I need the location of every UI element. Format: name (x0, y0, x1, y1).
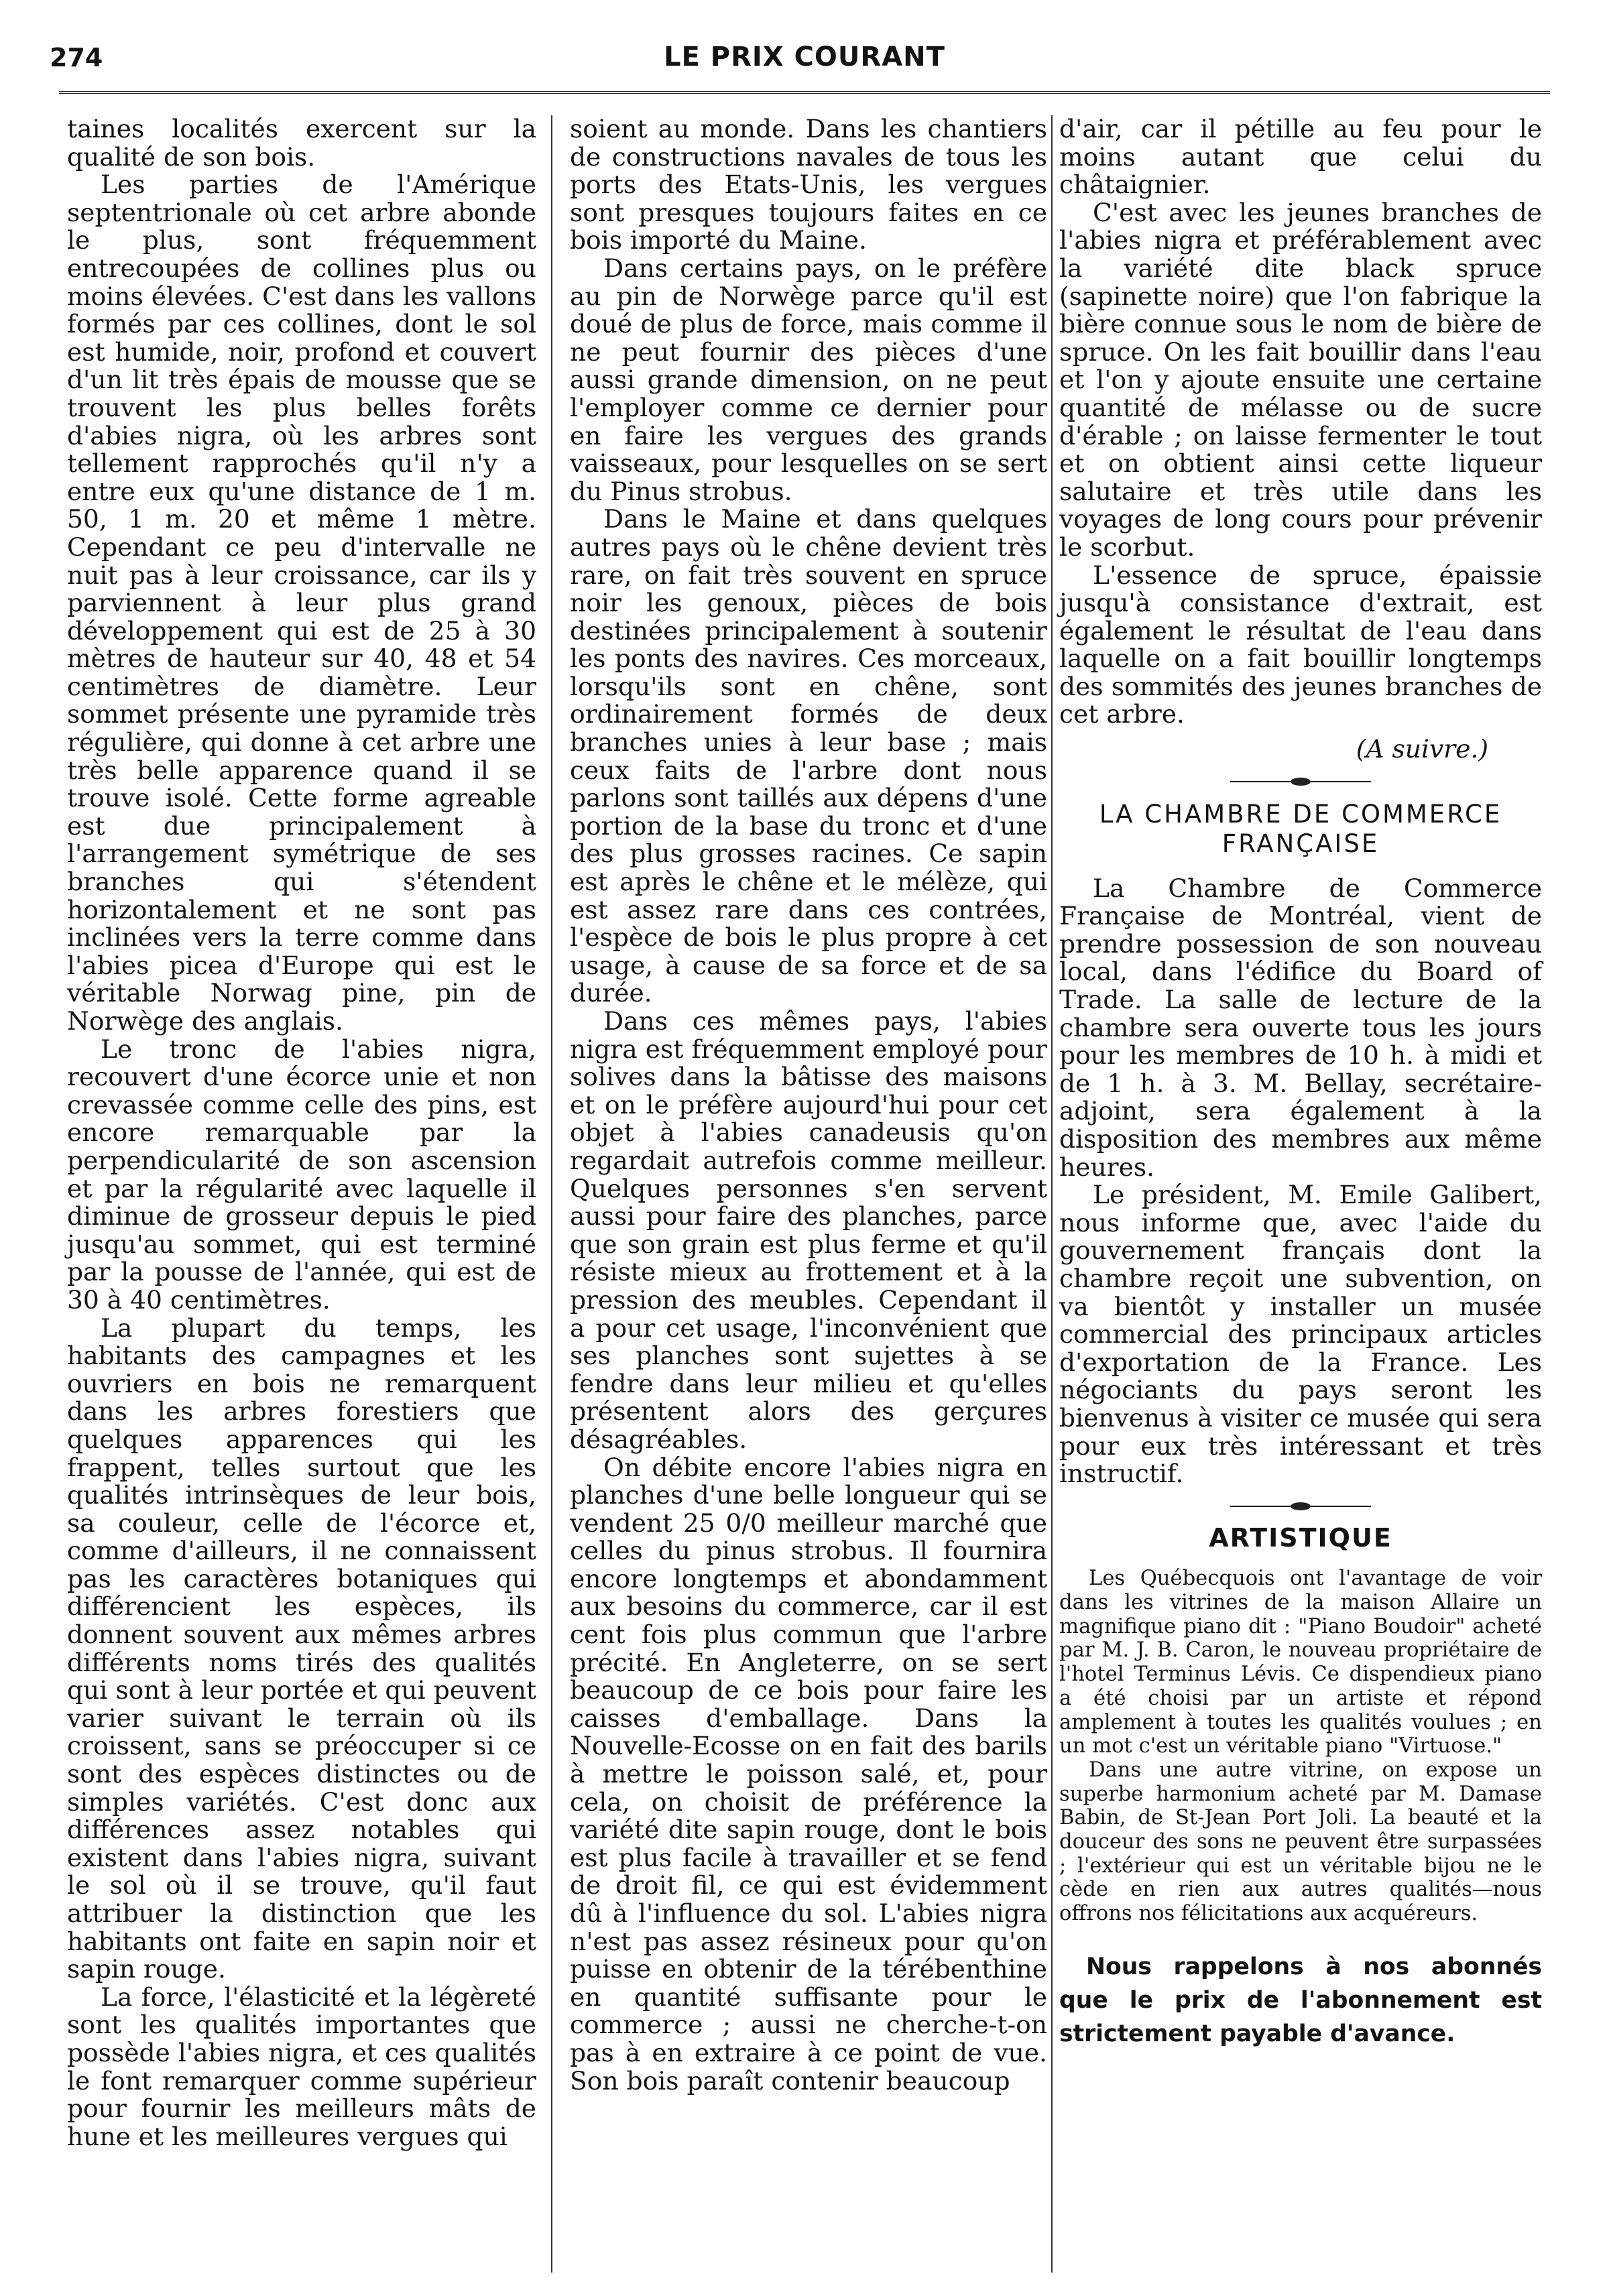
column-2 (570, 115, 1047, 2260)
column-3 (1059, 115, 1542, 2260)
column-divider (1051, 115, 1053, 2273)
paragraph: Les Québecquois ont l'avantage de voir dans les vitrines de la maison Allaire un magnifique piano dit : "Piano Boudoir" acheté par M. J. B. Caron, le nouveau propriétaire de l'hotel Terminus Lévis. Ce dispendieux piano a été choisi par un artiste et répond amplement à toutes les qualités voulues ; en un mot c'est un véritable piano "Virtuose." (1059, 1567, 1542, 1758)
column-1 (67, 115, 536, 2260)
paragraph: soient au monde. Dans les chantiers de constructions navales de tous les ports des Etats-Unis, les vergues sont presques toujours faites en ce bois importé du Maine. (570, 114, 1047, 255)
heading-line: LA CHAMBRE DE COMMERCE (1099, 799, 1502, 829)
column-divider (551, 115, 552, 2273)
artistique-body (1059, 1567, 1542, 1926)
paragraph: Dans certains pays, on le préfère au pin de Norwège parce qu'il est doué de plus de force, mais comme il ne peut fournir des pièces d'une aussi grande dimension, on ne peut l'employer comme ce dernier pour en faire les vergues des grands vaisseaux, pour lesquelles on se sert du Pinus strobus. (570, 253, 1047, 506)
paragraph: La force, l'élasticité et la légèreté sont les qualités importantes que possède l'abies nigra, et ces qualités le font remarquer comme supérieur pour fournir les meilleurs mâts de hune et les meilleures vergues qui (67, 1982, 536, 2151)
subscription-notice (1059, 1950, 1542, 2051)
paragraph: Les parties de l'Amérique septentrionale où cet arbre abonde le plus, sont fréquemment entrecoupées de collines plus ou moins élevées. C'est dans les vallons formés par ces collines, dont le sol est humide, noir, profond et couvert d'un lit très épais de mousse que se trouvent les plus belles forêts d'abies nigra, où les arbres sont tellement rapprochés qu'il n'y a entre eux qu'une distance de 1 m. 50, 1 m. 20 et même 1 mètre. Cependant ce peu d'intervalle ne nuit pas à leur croissance, car ils y parviennent à leur plus grand développement qui est de 25 à 30 mètres de hauteur sur 40, 48 et 54 centimètres de diamètre. Leur sommet présente une pyramide très régulière, qui donne à cet arbre une très belle apparence quand il se trouve isolé. Cette forme agreable est due principalement à l'arrangement symétrique de ses branches qui s'étendent horizontalement et ne sont pas inclinées vers la terre comme dans l'abies picea d'Europe qui est le véritable Norwag pine, pin de Norwège des anglais. (67, 170, 536, 1036)
paragraph: La Chambre de Commerce Française de Montréal, vient de prendre possession de son nouveau local, dans l'édifice du Board of Trade. La salle de lecture de la chambre sera ouverte tous les jours pour les membres de 10 h. à midi et de 1 h. à 3. M. Bellay, secrétaire-adjoint, sera également à la disposition des membres aux même heures. (1059, 873, 1542, 1182)
paragraph: Dans une autre vitrine, on expose un superbe harmonium acheté par M. Damase Babin, de St-Jean Port Joli. La beauté et la douceur des sons ne peuvent être surpassées ; l'extérieur qui est un véritable bijou ne le cède en rien aux autres qualités—nous offrons nos félicitations aux acquéreurs. (1059, 1758, 1542, 1926)
paragraph: d'air, car il pétille au feu pour le moins autant que celui du châtaignier. (1059, 114, 1542, 200)
page-header (40, 42, 1569, 90)
paragraph: C'est avec les jeunes branches de l'abies nigra et préférablement avec la variété dite black spruce (sapinette noire) que l'on fabrique la bière connue sous le nom de bière de spruce. On les fait bouillir dans l'eau et l'on y ajoute ensuite une certaine quantité de mélasse ou de sucre d'érable ; on laisse fermenter le tout et on obtient ainsi cette liqueur salutaire et très utile dans les voyages de long cours pour prévenir le scorbut. (1059, 197, 1542, 562)
paragraph: On débite encore l'abies nigra en planches d'une belle longueur qui se vendent 25 0/0 meilleur marché que celles du pinus strobus. Il fournira encore longtemps et abondamment aux besoins du commerce, car il est cent fois plus commun que l'arbre précité. En Angleterre, on se sert beaucoup de ce bois pour faire les caisses d'emballage. Dans la Nouvelle-Ecosse on en fait des barils à mettre le poisson salé, et, pour cela, on choisit de préférence la variété dite sapin rouge, dont le bois est plus facile à travailler et se fend de droit fil, ce qui est évidemment dû à l'influence du sol. L'abies nigra n'est pas assez résineux pour qu'on puisse en obtenir de la térébenthine en quantité suffisante pour le commerce ; aussi ne cherche-t-on pas à en extraire à ce point de vue. Son bois paraît contenir beaucoup (570, 1452, 1047, 2096)
to-be-continued: (A suivre.) (1356, 734, 1488, 764)
section-separator (1230, 1506, 1371, 1507)
article-heading-chambre (1059, 800, 1542, 859)
notice-text: Nous rappelons à nos abonnés que le prix de l'abonnement est strictement payable d'avance. (1059, 1953, 1542, 2047)
heading-line: FRANÇAISE (1221, 829, 1380, 858)
paragraph: Le tronc de l'abies nigra, recouvert d'une écorce unie et non crevassée comme celle des pins, est encore remarquable par la perpendicularité de son ascension et par la régularité avec laquelle il diminue de grosseur depuis le pied jusqu'au sommet, qui est terminé par la pousse de l'année, qui est de 30 à 40 centimètres. (67, 1034, 536, 1315)
header-rule (59, 91, 1550, 98)
section-separator (1230, 781, 1371, 782)
page-number: 274 (50, 43, 103, 72)
paragraph: Dans ces mêmes pays, l'abies nigra est fréquemment employé pour solives dans la bâtisse des maisons et on le préfère aujourd'hui pour cet objet à l'abies canadeusis qu'on regardait autrefois comme meilleur. Quelques personnes s'en servent aussi pour faire des planches, parce que son grain est plus ferme et qu'il résiste mieux au frottement et à la pression des meubles. Cependant il a pour cet usage, l'inconvénient que ses planches sont sujettes à se fendre dans leur milieu et qu'elles présentent alors des gerçures désagréables. (570, 1006, 1047, 1454)
paragraph: La plupart du temps, les habitants des campagnes et les ouvriers en bois ne remarquent dans les arbres forestiers que quelques apparences qui les frappent, telles surtout que les qualités intrinsèques de leur bois, sa couleur, celle de l'écorce et, comme d'ailleurs, il ne connaissent pas les caractères botaniques qui différencient les espèces, ils donnent souvent aux mêmes arbres différents noms tirés des qualités qui sont à leur portée et qui peuvent varier suivant le terrain où ils croissent, sans se préoccuper si ce sont des espèces distinctes ou de simples variétés. C'est donc aux différences assez notables qui existent dans l'abies nigra, suivant le sol où il se trouve, qu'il faut attribuer la distinction que les habitants ont faite en sapin noir et sapin rouge. (67, 1313, 536, 1984)
paragraph: Le président, M. Emile Galibert, nous informe que, avec l'aide du gouvernement français dont la chambre reçoit une subvention, on va bientôt y installer un musée commercial des principaux articles d'exportation de la France. Les négociants du pays seront les bienvenus à visiter ce musée qui sera pour eux très intéressant et très instructif. (1059, 1180, 1542, 1489)
paragraph: Dans le Maine et dans quelques autres pays où le chêne devient très rare, on fait très souvent en spruce noir les genoux, pièces de bois destinées principalement à soutenir les ponts des navires. Ces morceaux, lorsqu'ils sont en chêne, sont ordinairement formés de deux branches unies à leur base ; mais ceux faits de l'arbre dont nous parlons sont taillés aux dépens d'une portion de la base du tronc et d'une des plus grosses racines. Ce sapin est après le chêne et le mélèze, qui est assez rare dans ces contrées, l'espèce de bois le plus propre à cet usage, à cause de sa force et de sa durée. (570, 504, 1047, 1008)
article-heading-artistique: ARTISTIQUE (1209, 1522, 1392, 1553)
paragraph: taines localités exercent sur la qualité de son bois. (67, 114, 536, 172)
paragraph: L'essence de spruce, épaissie jusqu'à consistance d'extrait, est également le résultat de l'eau dans laquelle on a fait bouillir longtemps des sommités des jeunes branches de cet arbre. (1059, 560, 1542, 729)
running-title: LE PRIX COURANT (664, 42, 945, 72)
